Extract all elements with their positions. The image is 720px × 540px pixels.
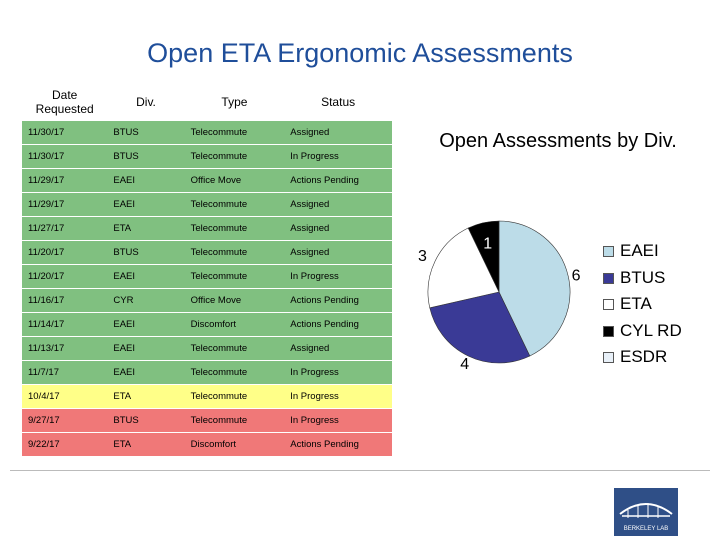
cell-type: Telecommute <box>185 145 285 169</box>
legend-item <box>600 346 682 373</box>
cell-div: CYR <box>107 289 184 313</box>
cell-date: 11/20/17 <box>22 241 107 265</box>
cell-type: Telecommute <box>185 241 285 265</box>
cell-type: Telecommute <box>185 409 285 433</box>
cell-div: EAEI <box>107 265 184 289</box>
cell-status: Actions Pending <box>284 169 392 193</box>
cell-type: Telecommute <box>185 265 285 289</box>
cell-div: BTUS <box>107 121 184 145</box>
cell-date: 11/20/17 <box>22 265 107 289</box>
cell-type: Telecommute <box>185 361 285 385</box>
legend-swatch <box>603 273 614 284</box>
header-status: Status <box>321 95 356 109</box>
cell-status: In Progress <box>284 409 392 433</box>
legend-swatch <box>603 299 614 310</box>
cell-status: In Progress <box>284 385 392 409</box>
cell-status: In Progress <box>284 265 392 289</box>
cell-date: 11/16/17 <box>22 289 107 313</box>
cell-date: 11/29/17 <box>22 169 107 193</box>
legend-swatch <box>603 352 614 363</box>
cell-type: Telecommute <box>185 121 285 145</box>
cell-status: Assigned <box>284 217 392 241</box>
legend-label: EAEI <box>620 241 659 260</box>
cell-type: Telecommute <box>185 385 285 409</box>
chart-legend <box>600 240 682 373</box>
cell-div: EAEI <box>107 337 184 361</box>
cell-type: Office Move <box>185 289 285 313</box>
cell-div: EAEI <box>107 193 184 217</box>
cell-date: 11/7/17 <box>22 361 107 385</box>
page-title: Open ETA Ergonomic Assessments <box>147 38 573 68</box>
cell-status: Actions Pending <box>284 433 392 457</box>
pie-label-eaei: 6 <box>571 267 581 285</box>
cell-date: 9/27/17 <box>22 409 107 433</box>
cell-date: 11/30/17 <box>22 145 107 169</box>
pie-label-cyl-rd: 1 <box>483 235 493 253</box>
cell-div: ETA <box>107 433 184 457</box>
pie-label-btus: 4 <box>460 356 470 374</box>
cell-status: Actions Pending <box>284 289 392 313</box>
cell-date: 11/30/17 <box>22 121 107 145</box>
cell-type: Office Move <box>185 169 285 193</box>
cell-date: 11/13/17 <box>22 337 107 361</box>
cell-div: ETA <box>107 385 184 409</box>
cell-status: Actions Pending <box>284 313 392 337</box>
legend-swatch <box>603 246 614 257</box>
legend-label: BTUS <box>620 267 666 287</box>
legend-item <box>600 240 682 267</box>
legend-item <box>600 293 682 320</box>
header-type: Type <box>221 95 248 109</box>
berkeley-lab-logo <box>614 488 678 536</box>
cell-status: Assigned <box>284 337 392 361</box>
cell-type: Discomfort <box>185 433 285 457</box>
cell-div: EAEI <box>107 361 184 385</box>
legend-swatch <box>603 326 614 337</box>
cell-div: BTUS <box>107 241 184 265</box>
cell-div: EAEI <box>107 169 184 193</box>
legend-label: ETA <box>620 294 652 313</box>
chart-title: Open Assessments by Div. <box>439 130 677 152</box>
cell-status: Assigned <box>284 193 392 217</box>
legend-item <box>600 267 682 294</box>
footer-divider <box>10 470 710 471</box>
cell-type: Telecommute <box>185 217 285 241</box>
lab-building-icon <box>614 488 678 522</box>
legend-label: CYL RD <box>620 320 682 340</box>
logo-text: BERKELEY LAB <box>623 526 669 532</box>
cell-status: Assigned <box>284 121 392 145</box>
cell-type: Discomfort <box>185 313 285 337</box>
cell-div: BTUS <box>107 409 184 433</box>
cell-status: In Progress <box>284 361 392 385</box>
header-div: Div. <box>136 95 156 109</box>
cell-date: 11/14/17 <box>22 313 107 337</box>
cell-date: 11/29/17 <box>22 193 107 217</box>
cell-status: Assigned <box>284 241 392 265</box>
cell-date: 10/4/17 <box>22 385 107 409</box>
cell-date: 11/27/17 <box>22 217 107 241</box>
cell-div: ETA <box>107 217 184 241</box>
legend-item <box>600 320 682 347</box>
cell-type: Telecommute <box>185 337 285 361</box>
cell-div: BTUS <box>107 145 184 169</box>
pie-label-eta: 3 <box>417 248 427 266</box>
cell-status: In Progress <box>284 145 392 169</box>
header-date: Date Requested <box>35 88 94 116</box>
cell-div: EAEI <box>107 313 184 337</box>
legend-label: ESDR <box>620 347 668 366</box>
cell-date: 9/22/17 <box>22 433 107 457</box>
cell-type: Telecommute <box>185 193 285 217</box>
